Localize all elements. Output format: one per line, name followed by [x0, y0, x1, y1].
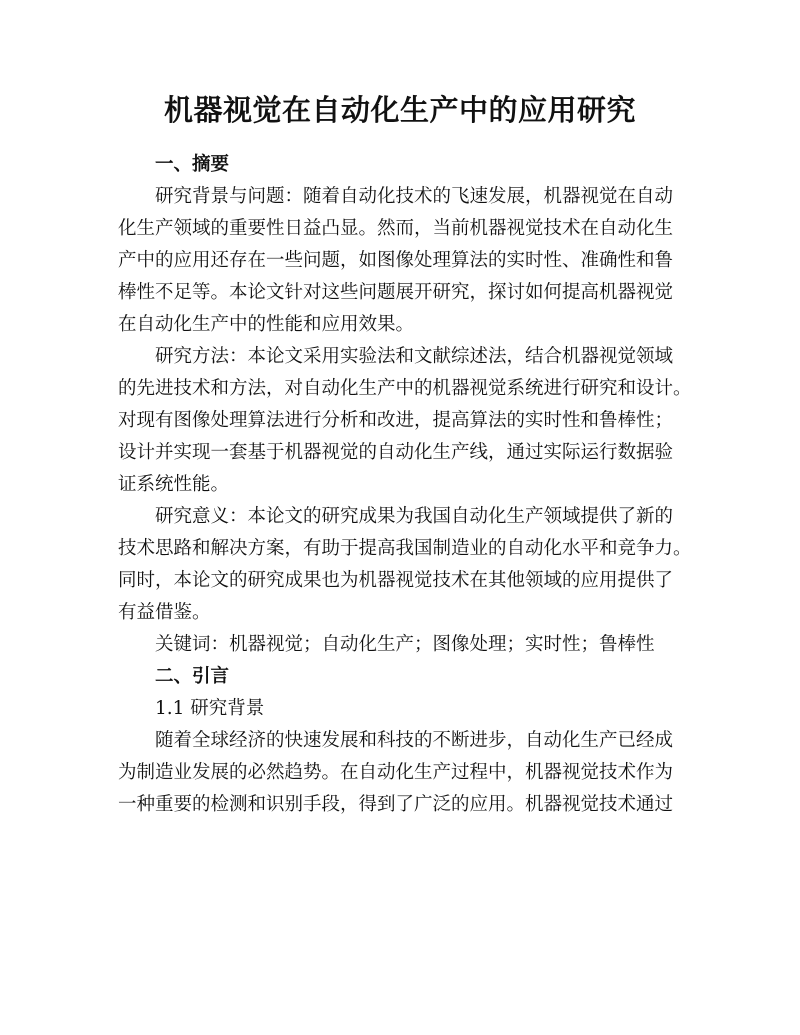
paragraph-line: 证系统性能。 [118, 474, 230, 495]
paragraph-line: 棒性不足等。本论文针对这些问题展开研究，探讨如何提高机器视觉 [118, 282, 674, 303]
keywords-paragraph [118, 629, 692, 661]
paragraph-line: 的先进技术和方法，对自动化生产中的机器视觉系统进行研究和设计。 [118, 378, 692, 399]
document-title: 机器视觉在自动化生产中的应用研究 [163, 93, 636, 127]
paragraph-line: 研究方法：本论文采用实验法和文献综述法，结合机器视觉领域 [155, 346, 674, 367]
paragraph-line: 技术思路和解决方案，有助于提高我国制造业的自动化水平和竞争力。 [118, 538, 692, 559]
background-paragraph [118, 725, 692, 821]
paragraph-line: 化生产领域的重要性日益凸显。然而，当前机器视觉技术在自动化生 [118, 218, 674, 239]
paragraph-line: 同时，本论文的研究成果也为机器视觉技术在其他领域的应用提供了 [118, 570, 674, 591]
subsection-heading [118, 693, 692, 725]
paragraph-line: 在自动化生产中的性能和应用效果。 [118, 314, 415, 335]
abstract-significance-paragraph [118, 501, 692, 629]
paragraph-line: 随着全球经济的快速发展和科技的不断进步，自动化生产已经成 [155, 730, 674, 751]
abstract-method-paragraph [118, 341, 692, 501]
document-body [118, 149, 692, 821]
paragraph-line: 研究意义：本论文的研究成果为我国自动化生产领域提供了新的 [155, 506, 674, 527]
paragraph-line: 一种重要的检测和识别手段，得到了广泛的应用。机器视觉技术通过 [118, 794, 674, 815]
abstract-background-paragraph [118, 181, 692, 341]
paragraph-line: 为制造业发展的必然趋势。在自动化生产过程中，机器视觉技术作为 [118, 762, 674, 783]
section-heading-introduction: 二、引言 [155, 666, 230, 687]
keywords-line: 关键词：机器视觉；自动化生产；图像处理；实时性；鲁棒性 [155, 634, 655, 655]
paragraph-line: 研究背景与问题：随着自动化技术的飞速发展，机器视觉在自动 [155, 186, 674, 207]
paragraph-line: 设计并实现一套基于机器视觉的自动化生产线，通过实际运行数据验 [118, 442, 674, 463]
paragraph-line: 对现有图像处理算法进行分析和改进，提高算法的实时性和鲁棒性； [118, 410, 674, 431]
subsection-title: 1.1 研究背景 [155, 698, 265, 719]
paragraph-line: 产中的应用还存在一些问题，如图像处理算法的实时性、准确性和鲁 [118, 250, 674, 271]
section-heading-abstract: 一、摘要 [155, 154, 230, 175]
paragraph-line: 有益借鉴。 [118, 602, 211, 623]
